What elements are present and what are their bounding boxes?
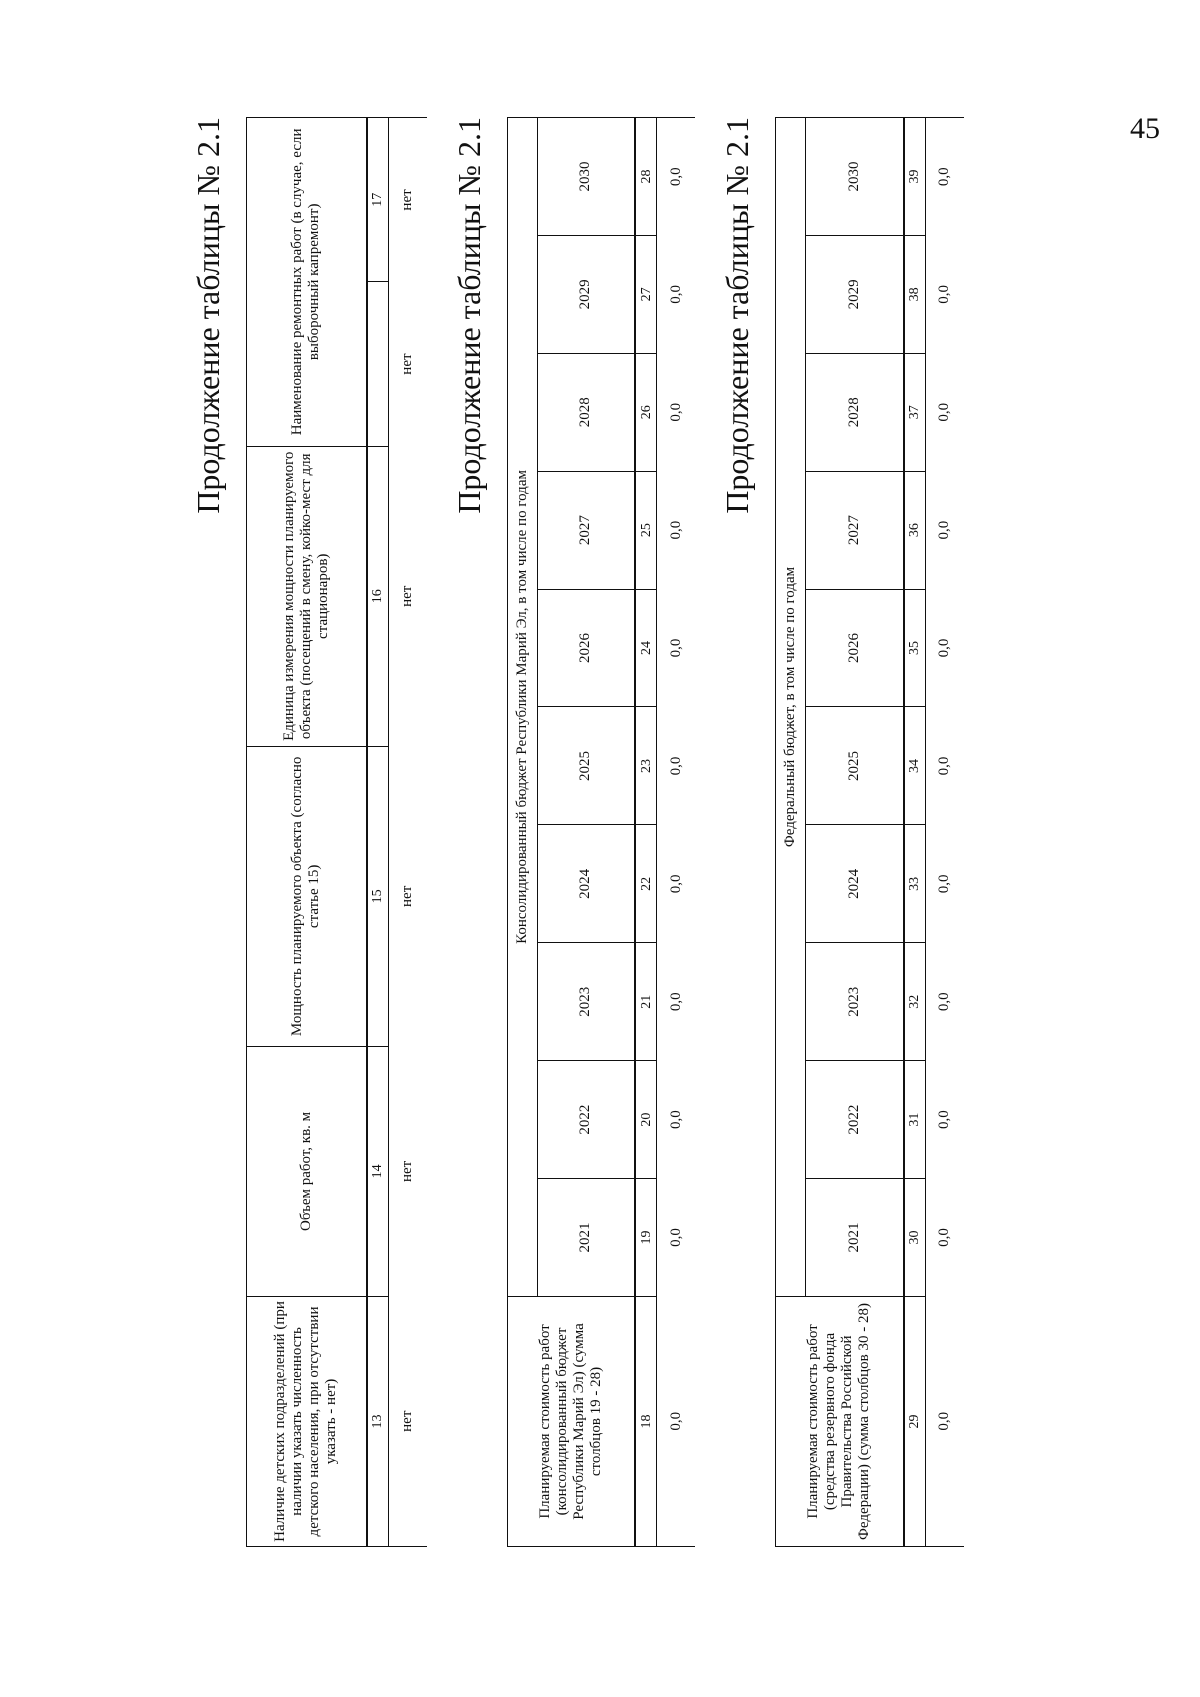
value-cell: 0,0 — [925, 1179, 964, 1297]
index-cell: 37 — [904, 353, 926, 471]
value-row — [657, 118, 696, 1547]
index-cell: 26 — [635, 353, 657, 471]
year-cell: 2026 — [537, 589, 635, 707]
value-cell: 0,0 — [657, 353, 696, 471]
value-cell: 0,0 — [925, 1061, 964, 1179]
header-cell-13: Наличие детских подразделений (при наличии указать численность детского населения, при отсутствии указать - нет) — [247, 1296, 367, 1546]
value-cell: 0,0 — [657, 1061, 696, 1179]
year-cell: 2025 — [537, 707, 635, 825]
year-cell: 2027 — [537, 471, 635, 589]
value-row — [388, 118, 427, 1547]
year-cell: 2029 — [806, 235, 904, 353]
index-cell: 29 — [904, 1296, 926, 1546]
index-cell: 38 — [904, 235, 926, 353]
value-cell: 0,0 — [925, 235, 964, 353]
page-number: 45 — [1130, 112, 1160, 145]
table-block-1 — [246, 117, 427, 1547]
year-cell: 2028 — [537, 353, 635, 471]
group-header-cell: Консолидированный бюджет Республики Марий Эл, в том числе по годам — [507, 118, 537, 1297]
table-block-3 — [775, 117, 964, 1547]
value-row — [925, 118, 964, 1547]
index-row — [904, 118, 926, 1547]
year-cell: 2026 — [806, 589, 904, 707]
year-cell: 2028 — [806, 353, 904, 471]
index-cell: 18 — [635, 1296, 657, 1546]
index-cell: 20 — [635, 1061, 657, 1179]
value-cell: 0,0 — [657, 235, 696, 353]
value-cell: 0,0 — [657, 707, 696, 825]
table-caption-3: Продолжение таблицы № 2.1 — [719, 117, 755, 514]
year-cell: 2029 — [537, 235, 635, 353]
index-cell — [367, 282, 389, 446]
value-cell: нет — [388, 118, 427, 282]
index-cell: 13 — [367, 1296, 389, 1546]
value-cell: 0,0 — [925, 943, 964, 1061]
value-cell: 0,0 — [657, 943, 696, 1061]
total-header-cell: Планируемая стоимость работ (средства резервного фонда Правительства Российской Федерации) (сумма столбцов 30 - 28) — [776, 1296, 904, 1546]
index-cell: 28 — [635, 118, 657, 236]
header-cell-16: Единица измерения мощности планируемого объекта (посещений в смену, койко-мест для стационаров) — [247, 446, 367, 746]
value-cell: 0,0 — [925, 471, 964, 589]
value-cell: 0,0 — [925, 353, 964, 471]
index-cell: 36 — [904, 471, 926, 589]
total-header-cell: Планируемая стоимость работ (консолидированный бюджет Республики Марий Эл) (сумма столбцов 19 - 28) — [507, 1296, 635, 1546]
header-cell-14: Объем работ, кв. м — [247, 1046, 367, 1296]
value-cell: 0,0 — [657, 118, 696, 236]
index-cell: 34 — [904, 707, 926, 825]
year-cell: 2025 — [806, 707, 904, 825]
value-cell: 0,0 — [657, 1179, 696, 1297]
value-cell: 0,0 — [925, 1296, 964, 1546]
index-cell: 24 — [635, 589, 657, 707]
year-cell: 2022 — [537, 1061, 635, 1179]
year-cell: 2022 — [806, 1061, 904, 1179]
index-cell: 30 — [904, 1179, 926, 1297]
table-caption-2: Продолжение таблицы № 2.1 — [450, 117, 487, 514]
index-cell: 15 — [367, 746, 389, 1046]
value-cell: 0,0 — [925, 707, 964, 825]
header-row — [247, 118, 367, 1547]
index-cell: 19 — [635, 1179, 657, 1297]
value-cell: нет — [388, 1296, 427, 1546]
index-cell: 39 — [904, 118, 926, 236]
header-cell-17: Наименование ремонтных работ (в случае, если выборочный капремонт) — [247, 118, 367, 447]
value-cell: 0,0 — [925, 589, 964, 707]
year-cell: 2030 — [806, 118, 904, 236]
year-cell: 2021 — [537, 1179, 635, 1297]
header-cell-15: Мощность планируемого объекта (согласно статье 15) — [247, 746, 367, 1046]
table-block-2 — [507, 117, 696, 1547]
value-cell: 0,0 — [657, 1296, 696, 1546]
index-cell: 17 — [367, 118, 389, 282]
index-row — [367, 118, 389, 1547]
table-caption-1: Продолжение таблицы № 2.1 — [190, 117, 226, 514]
index-cell: 23 — [635, 707, 657, 825]
index-cell: 35 — [904, 589, 926, 707]
year-cell: 2024 — [537, 825, 635, 943]
tables-container — [190, 117, 988, 1547]
index-cell: 21 — [635, 943, 657, 1061]
group-header-row — [507, 118, 537, 1547]
group-header-cell: Федеральный бюджет, в том числе по годам — [776, 118, 806, 1297]
value-cell: нет — [388, 1046, 427, 1296]
value-cell: 0,0 — [657, 589, 696, 707]
value-cell: 0,0 — [925, 118, 964, 236]
value-cell: нет — [388, 746, 427, 1046]
index-cell: 27 — [635, 235, 657, 353]
year-cell: 2021 — [806, 1179, 904, 1297]
index-cell: 25 — [635, 471, 657, 589]
index-row — [635, 118, 657, 1547]
index-cell: 31 — [904, 1061, 926, 1179]
index-cell: 16 — [367, 446, 389, 746]
year-cell: 2023 — [806, 943, 904, 1061]
year-cell: 2030 — [537, 118, 635, 236]
value-cell: 0,0 — [657, 825, 696, 943]
value-cell: нет — [388, 446, 427, 746]
index-cell: 22 — [635, 825, 657, 943]
year-cell: 2023 — [537, 943, 635, 1061]
value-cell: нет — [388, 282, 427, 446]
index-cell: 32 — [904, 943, 926, 1061]
value-cell: 0,0 — [657, 471, 696, 589]
group-header-row — [776, 118, 806, 1547]
year-cell: 2027 — [806, 471, 904, 589]
year-cell: 2024 — [806, 825, 904, 943]
index-cell: 33 — [904, 825, 926, 943]
value-cell: 0,0 — [925, 825, 964, 943]
index-cell: 14 — [367, 1046, 389, 1296]
